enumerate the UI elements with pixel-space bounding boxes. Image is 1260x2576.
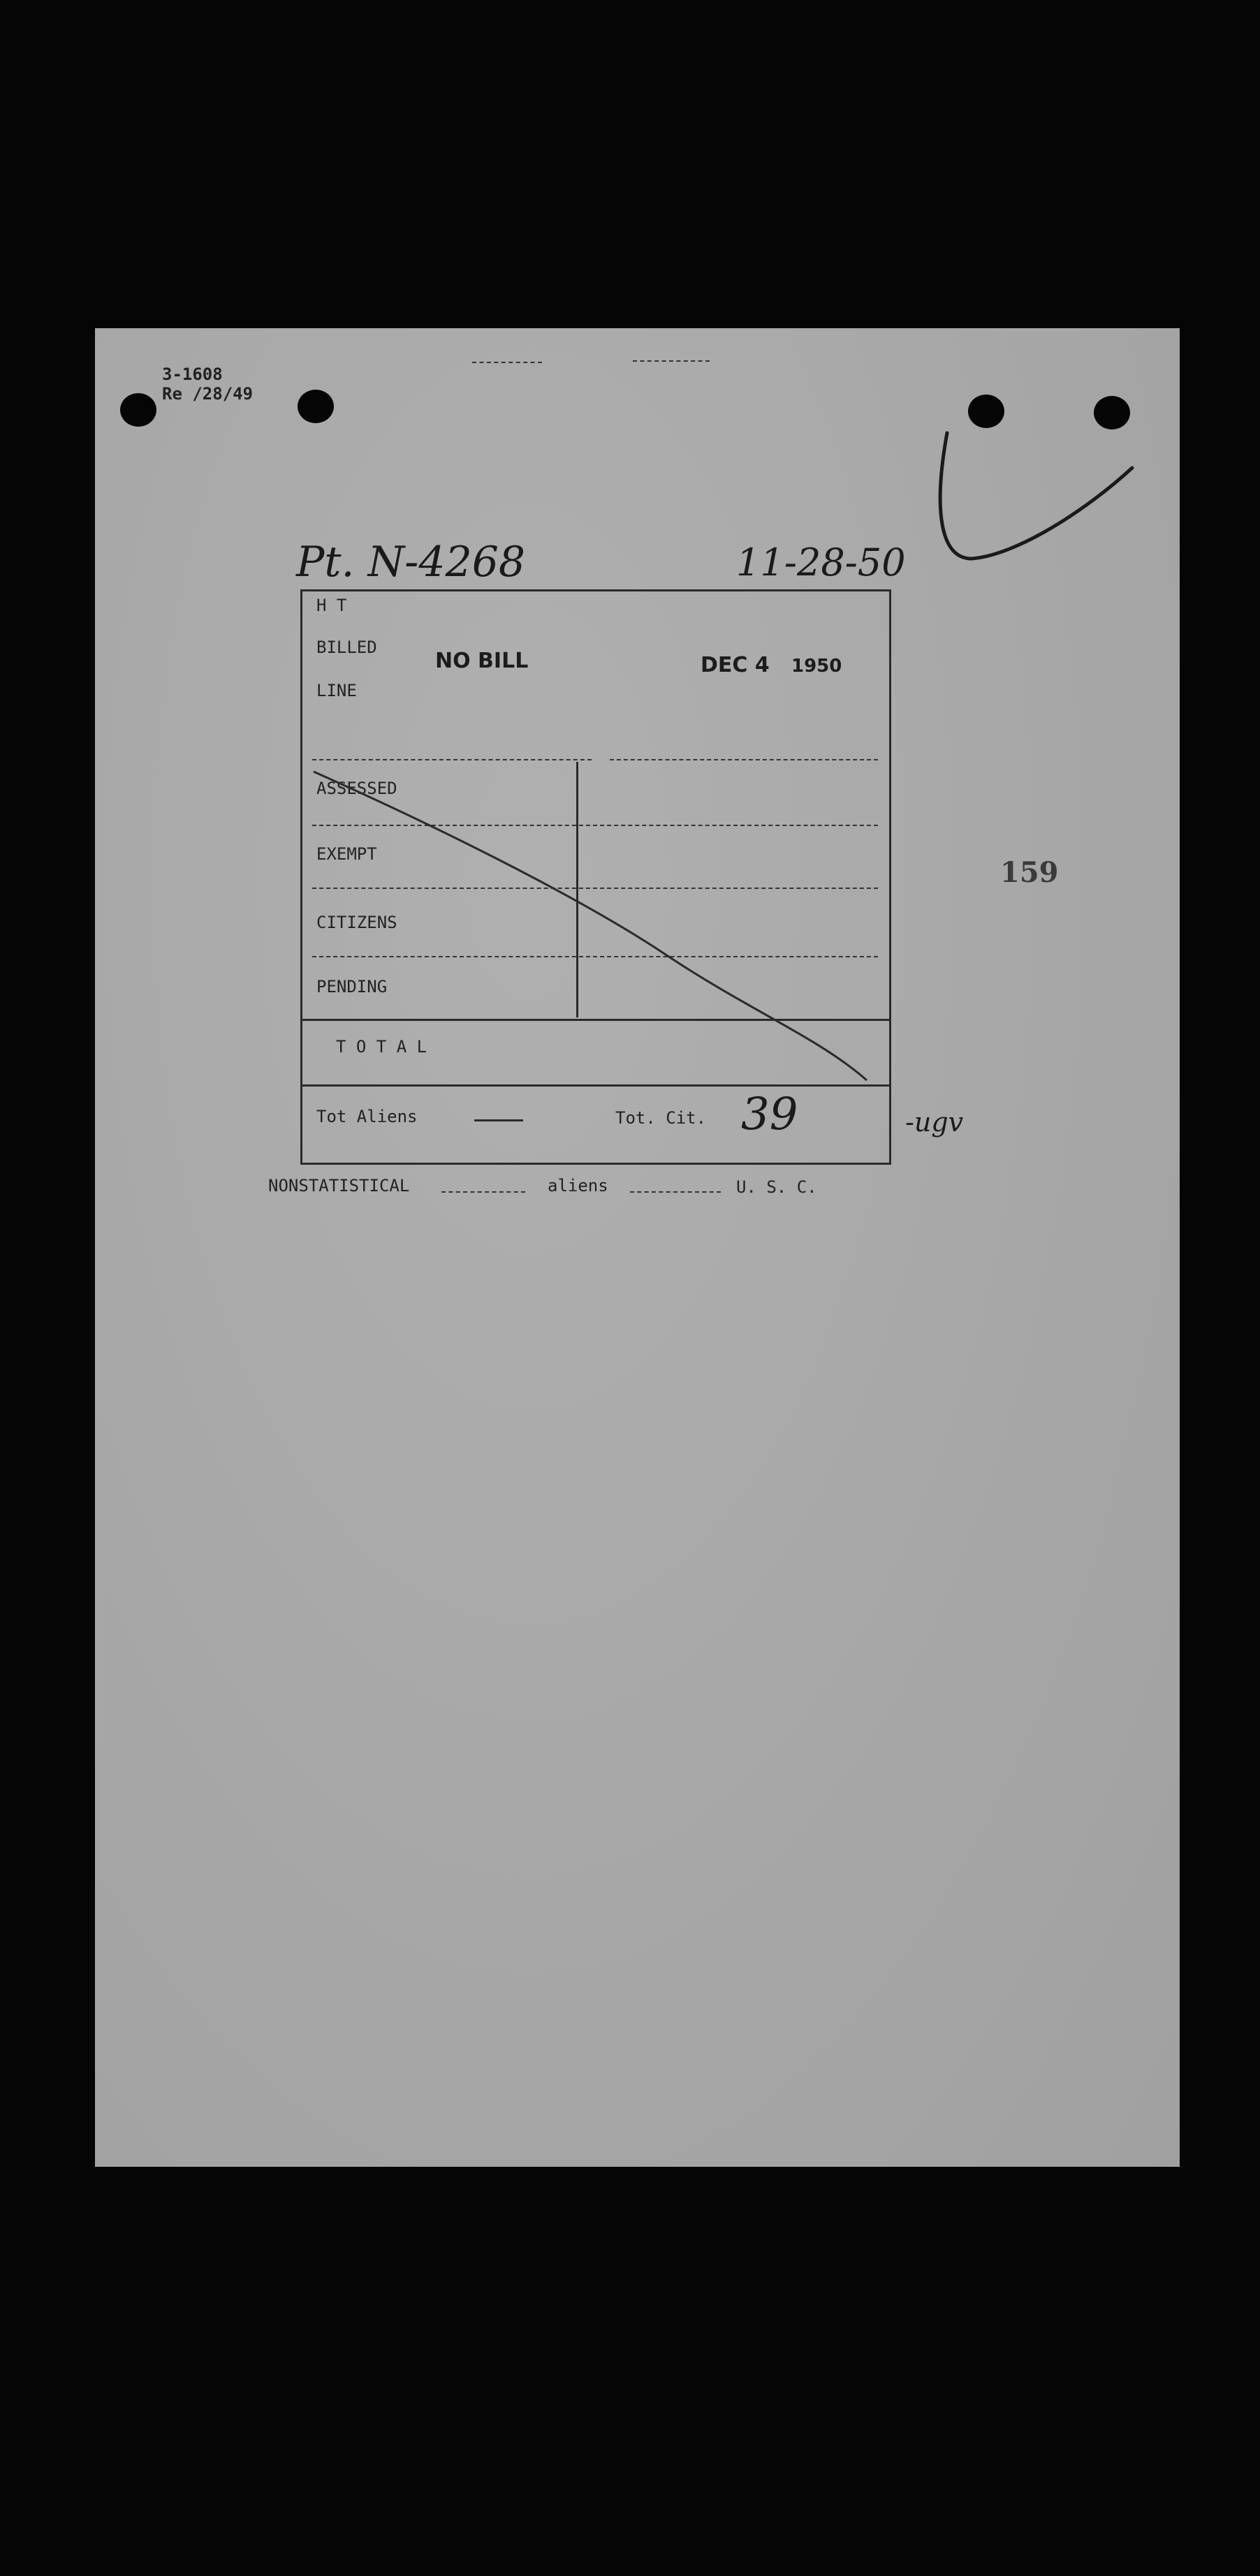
- statistics-form: [300, 589, 891, 1165]
- handwritten-date: 11-28-50: [736, 540, 906, 584]
- label-tot-aliens: Tot Aliens: [316, 1107, 418, 1126]
- label-nonstatistical: NONSTATISTICAL: [268, 1176, 410, 1195]
- label-citizens: CITIZENS: [316, 913, 397, 932]
- form-revision: Re /28/49: [162, 384, 254, 404]
- label-ht: H T: [316, 596, 347, 615]
- top-mark-1: [472, 362, 542, 365]
- label-exempt: EXEMPT: [316, 844, 377, 864]
- document-page: [95, 328, 1180, 2167]
- label-total: T O T A L: [336, 1037, 427, 1057]
- label-usc: U. S. C.: [736, 1177, 817, 1197]
- punch-hole-right-1: [968, 395, 1004, 428]
- handwritten-total-citizens: 39: [741, 1089, 798, 1140]
- punch-hole-right-2: [1094, 396, 1130, 429]
- aliens-blank: [630, 1191, 721, 1194]
- label-line: LINE: [316, 681, 357, 700]
- label-pending: PENDING: [316, 977, 388, 996]
- label-tot-cit: Tot. Cit.: [615, 1108, 707, 1128]
- label-assessed: ASSESSED: [316, 779, 397, 798]
- label-aliens: aliens: [548, 1176, 608, 1195]
- label-billed: BILLED: [316, 638, 377, 657]
- top-mark-2: [633, 360, 710, 363]
- form-number: 3-1608: [162, 365, 223, 384]
- punch-hole-left: [120, 393, 156, 427]
- cancel-line: [302, 591, 889, 1163]
- nonstatistical-blank: [441, 1191, 525, 1194]
- punch-hole-middle: [298, 390, 334, 423]
- handwritten-reference: Pt. N-4268: [296, 538, 526, 587]
- stamp-no-bill: NO BILL: [435, 649, 529, 673]
- check-mark-icon: [933, 426, 1143, 587]
- stamp-date: DEC 4: [701, 653, 770, 677]
- handwritten-initials: -ugv: [905, 1107, 964, 1138]
- stamp-year: 1950: [791, 656, 842, 677]
- page-number: 159: [1000, 856, 1059, 889]
